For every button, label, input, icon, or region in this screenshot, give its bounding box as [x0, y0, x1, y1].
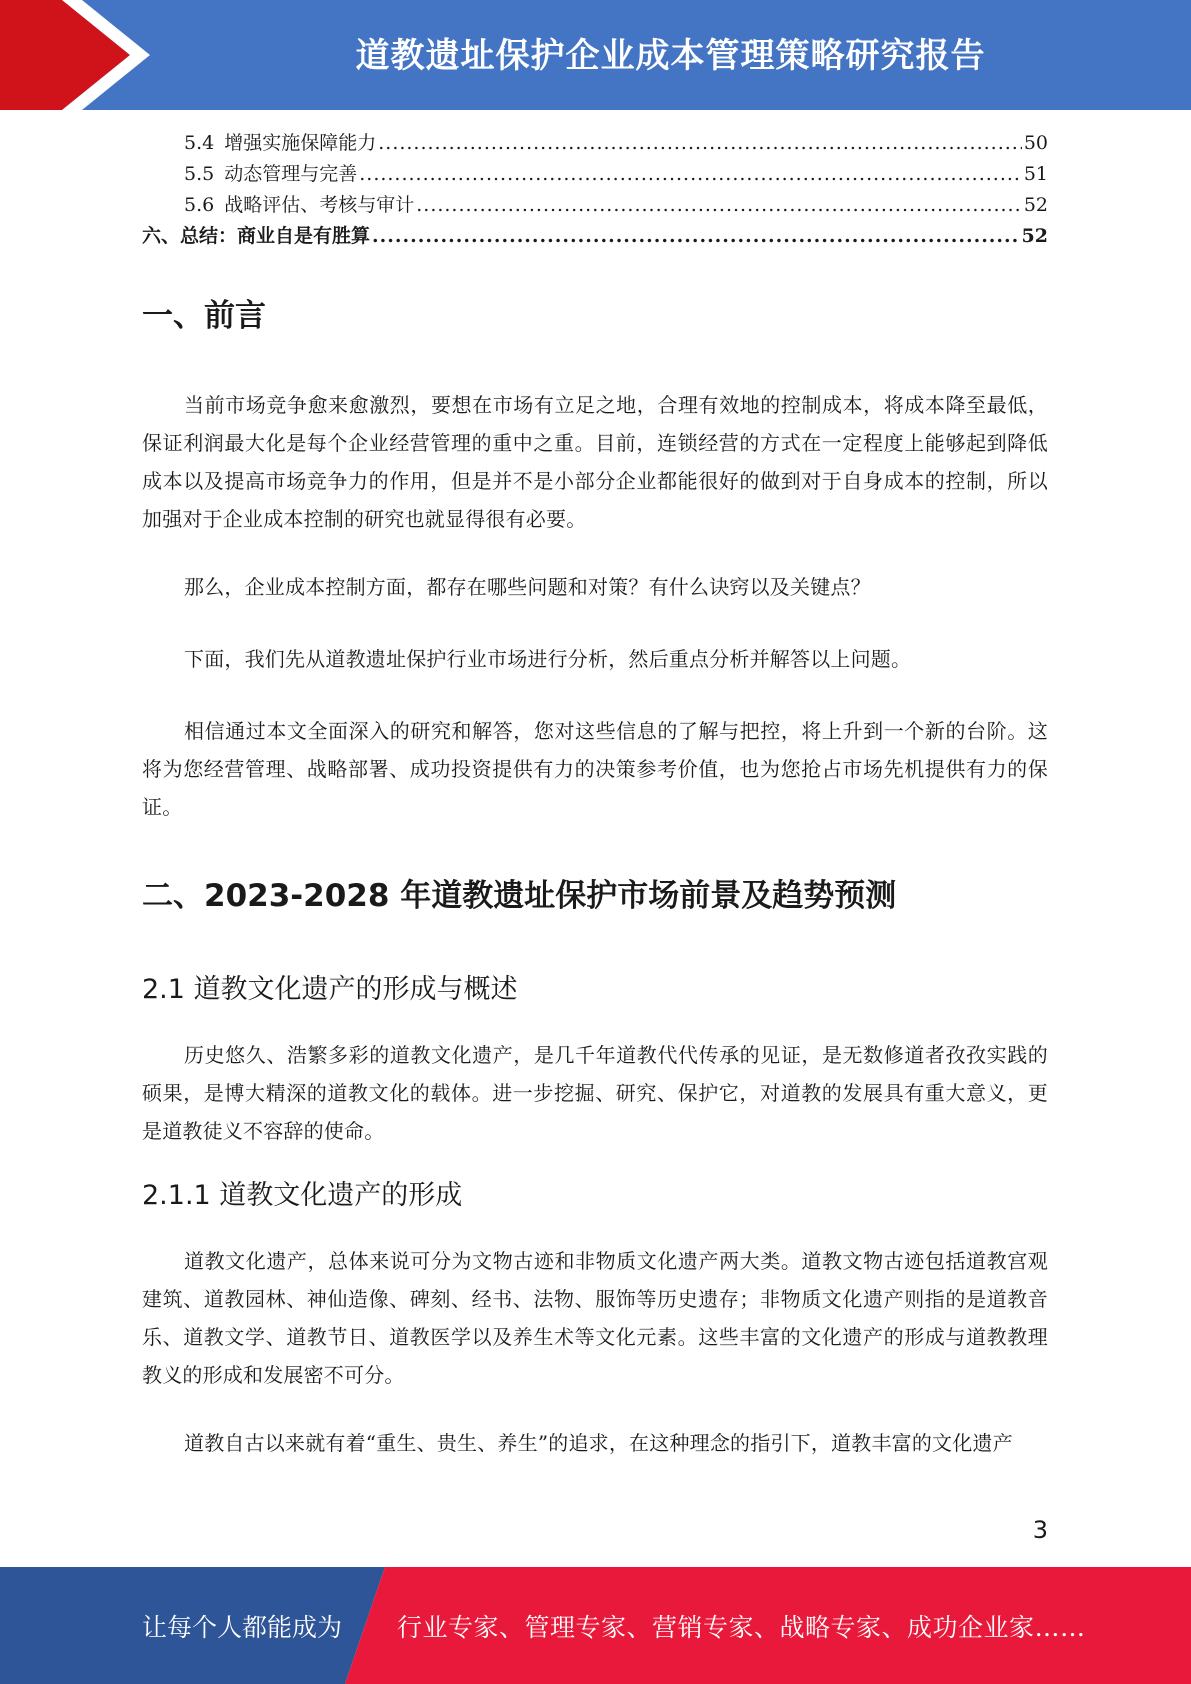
header-chevron-decoration: [0, 0, 160, 110]
footer-slogan-right: 行业专家、管理专家、营销专家、战略专家、成功企业家……: [397, 1612, 1086, 1642]
subsection-heading: 2.1 道教文化遗产的形成与概述: [142, 974, 518, 1005]
toc-item[interactable]: [142, 128, 1048, 159]
toc-item-number: 5.4: [184, 132, 215, 154]
section-heading: 一、前言: [142, 298, 266, 334]
toc-item-page: 52: [1021, 225, 1048, 247]
paragraph: 当前市场竞争愈来愈激烈，要想在市场有立足之地，合理有效地的控制成本，将成本降至最低，保证利润最大化是每个企业经营管理的重中之重。目前，连锁经营的方式在一定程度上能够起到降低成本以及提高市场竞争力的作用，但是并不是小部分企业都能很好的做到对于自身成本的控制，所以加强对于企业成本控制的研究也就显得很有必要。: [142, 393, 1048, 531]
section-heading: 二、2023-2028 年道教遗址保护市场前景及趋势预测: [142, 878, 897, 914]
toc-item[interactable]: [142, 221, 1048, 252]
toc-item[interactable]: [142, 190, 1048, 221]
toc-item-label: 动态管理与完善: [224, 163, 358, 185]
toc-item-page: 52: [1023, 194, 1048, 216]
toc-leader-dots: [359, 163, 1022, 185]
document-body: [142, 290, 1048, 1462]
paragraph: 道教自古以来就有着“重生、贵生、养生”的追求，在这种理念的指引下，道教丰富的文化遗产: [184, 1431, 1013, 1455]
paragraph: 相信通过本文全面深入的研究和解答，您对这些信息的了解与把控，将上升到一个新的台阶。这将为您经营管理、战略部署、成功投资提供有力的决策参考价值，也为您抢占市场先机提供有力的保证。: [142, 719, 1048, 819]
page-number: 3: [1032, 1516, 1048, 1544]
table-of-contents: [142, 128, 1048, 252]
toc-item[interactable]: [142, 159, 1048, 190]
paragraph: 道教文化遗产，总体来说可分为文物古迹和非物质文化遗产两大类。道教文物古迹包括道教宫观建筑、道教园林、神仙造像、碑刻、经书、法物、服饰等历史遗存；非物质文化遗产则指的是道教音乐、道教文学、道教节日、道教医学以及养生术等文化元素。这些丰富的文化遗产的形成与道教教理教义的形成和发展密不可分。: [142, 1249, 1048, 1387]
report-title: 道教遗址保护企业成本管理策略研究报告: [355, 36, 986, 76]
toc-item-page: 50: [1023, 132, 1048, 154]
paragraph: 下面，我们先从道教遗址保护行业市场进行分析，然后重点分析并解答以上问题。: [184, 647, 912, 671]
toc-leader-dots: [378, 132, 1022, 154]
toc-item-page: 51: [1023, 163, 1048, 185]
toc-item-number: 5.6: [184, 194, 215, 216]
page-footer: [0, 1567, 1191, 1684]
toc-item-label: 增强实施保障能力: [224, 132, 377, 154]
toc-leader-dots: [372, 225, 1020, 247]
toc-item-label: 六、总结：商业自是有胜算: [142, 225, 371, 247]
toc-leader-dots: [416, 194, 1022, 216]
subsection-heading: 2.1.1 道教文化遗产的形成: [142, 1180, 463, 1211]
page-header: [0, 0, 1191, 110]
toc-item-label: 战略评估、考核与审计: [224, 194, 415, 216]
footer-slogan-left: 让每个人都能成为: [142, 1612, 343, 1642]
toc-item-number: 5.5: [184, 163, 215, 185]
paragraph: 历史悠久、浩繁多彩的道教文化遗产，是几千年道教代代传承的见证，是无数修道者孜孜实践的硕果，是博大精深的道教文化的载体。进一步挖掘、研究、保护它，对道教的发展具有重大意义，更是道教徒义不容辞的使命。: [142, 1043, 1048, 1143]
paragraph: 那么，企业成本控制方面，都存在哪些问题和对策？有什么诀窍以及关键点？: [184, 575, 871, 599]
